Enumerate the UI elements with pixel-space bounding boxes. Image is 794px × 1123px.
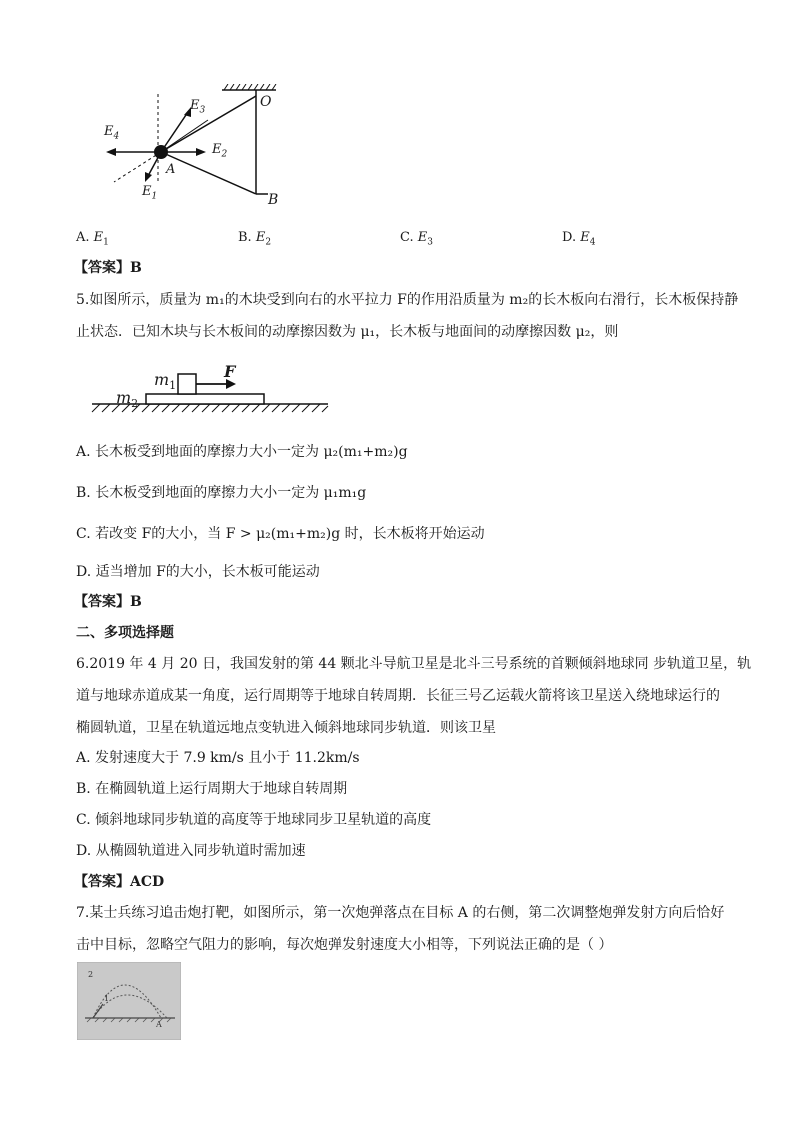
q6-option-d: D. 从椭圆轨道进入同步轨道时需加速: [76, 843, 306, 859]
q6-stem-line1: 6.2019 年 4 月 20 日，我国发射的第 44 颗北斗导航卫星是北斗三号系统的首颗倾斜地球同 步轨道卫星，轨: [76, 656, 752, 672]
q5-answer: 【答案】B: [74, 594, 142, 610]
q5-label-f: F: [224, 362, 236, 381]
q4-label-e4: $E_4$: [104, 124, 120, 142]
q7-label-a: A: [156, 1020, 162, 1029]
q4-option-b: B. $E_2$: [238, 230, 272, 248]
q5-option-a: A. 长木板受到地面的摩擦力大小一定为 μ₂(m₁+m₂)g: [76, 444, 408, 460]
q4-option-a: A. $E_1$: [76, 230, 109, 248]
q5-stem-line2: 止状态．已知木块与长木板间的动摩擦因数为 μ₁，长木板与地面间的动摩擦因数 μ₂，则: [76, 324, 619, 340]
q7-label-2: 2: [88, 970, 94, 979]
q4-label-e1: $E_1$: [142, 184, 158, 202]
q4-answer: 【答案】B: [74, 260, 142, 276]
q6-stem-line2: 道与地球赤道成某一角度，运行周期等于地球自转周期．长征三号乙运载火箭将该卫星送入绕地球运行的: [76, 688, 720, 704]
section-multiple-choice-heading: 二、多项选择题: [76, 625, 174, 641]
q5-option-b: B. 长木板受到地面的摩擦力大小一定为 μ₁m₁g: [76, 485, 367, 501]
q7-stem-line1: 7.某士兵练习追击炮打靶，如图所示，第一次炮弹落点在目标 A 的右侧，第二次调整炮弹发射方向后恰好: [76, 905, 725, 921]
q6-option-c: C. 倾斜地球同步轨道的高度等于地球同步卫星轨道的高度: [76, 812, 432, 828]
q6-option-b: B. 在椭圆轨道上运行周期大于地球自转周期: [76, 781, 348, 797]
q5-option-c: C. 若改变 F的大小，当 F > μ₂(m₁+m₂)g 时，长木板将开始运动: [76, 526, 485, 542]
q6-stem-line3: 椭圆轨道，卫星在轨道远地点变轨进入倾斜地球同步轨道．则该卫星: [76, 720, 496, 736]
q4-label-b: B: [268, 192, 279, 208]
q4-option-d: D. $E_4$: [562, 230, 596, 248]
q5-option-d: D. 适当增加 F的大小，长木板可能运动: [76, 564, 320, 580]
q7-label-1: 1: [104, 994, 110, 1003]
q5-label-m2: $m_2$: [116, 388, 139, 411]
q6-answer: 【答案】ACD: [74, 874, 165, 890]
q4-label-o: O: [260, 94, 272, 110]
q4-label-e3: $E_3$: [190, 98, 206, 116]
q4-label-a: A: [166, 162, 176, 177]
q4-label-e2: $E_2$: [212, 142, 228, 160]
q7-stem-line2: 击中目标，忽略空气阻力的影响，每次炮弹发射速度大小相等，下列说法正确的是（ ）: [76, 937, 613, 953]
q5-stem-line1: 5.如图所示，质量为 m₁的木块受到向右的水平拉力 F的作用沿质量为 m₂的长木板向右滑行，长木板保持静: [76, 292, 739, 308]
q5-label-m1: $m_1$: [154, 370, 177, 393]
q4-option-c: C. $E_3$: [400, 230, 433, 248]
q6-option-a: A. 发射速度大于 7.9 km/s 且小于 11.2km/s: [76, 750, 360, 766]
